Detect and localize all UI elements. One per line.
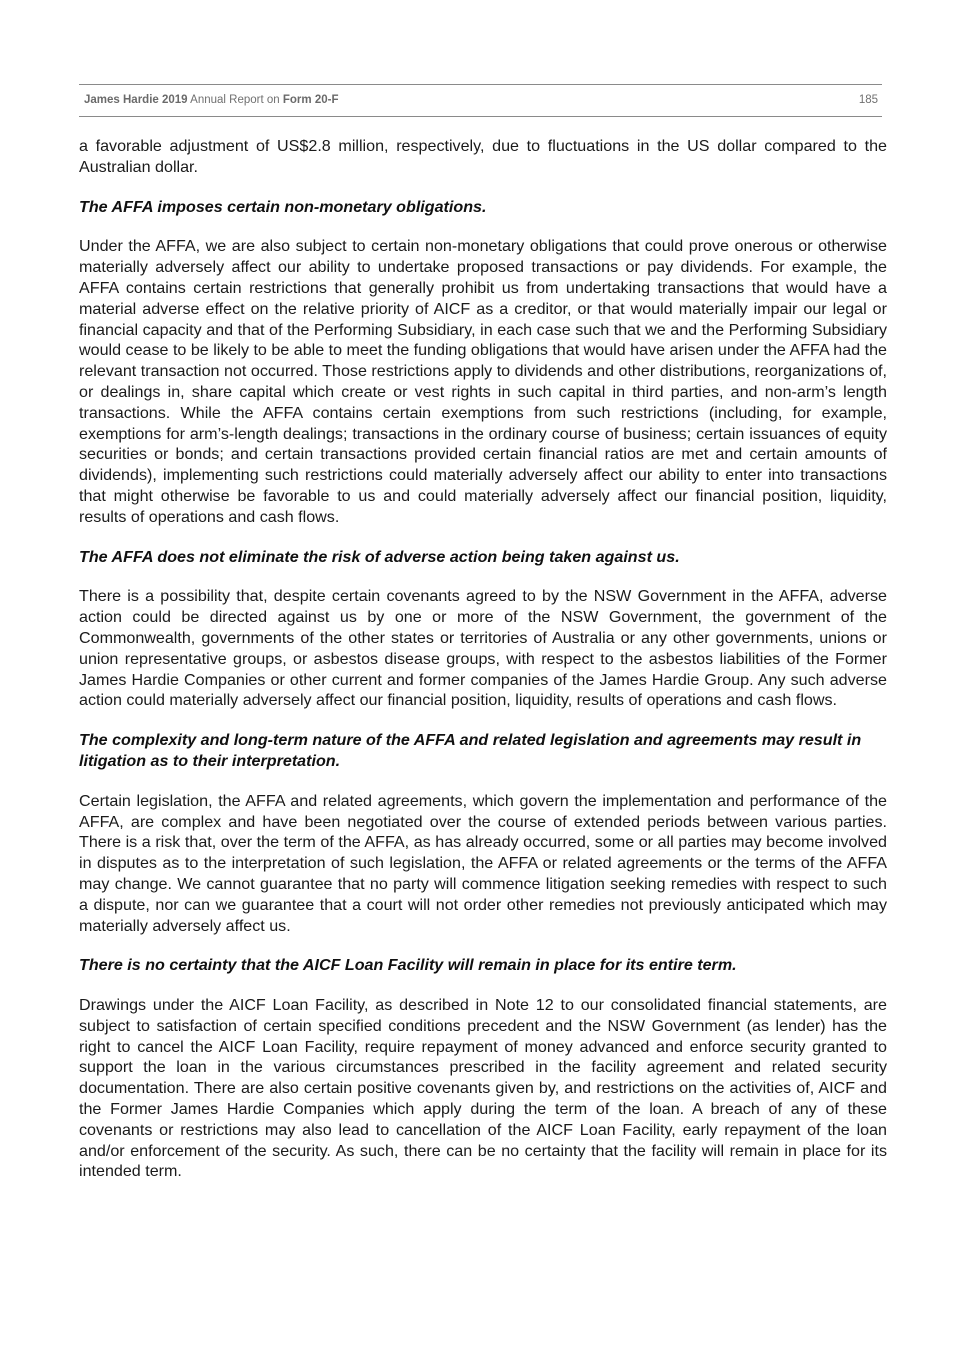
paragraph-continuation: a favorable adjustment of US$2.8 million, respectively, due to fluctuations in the US dollar compared to the Australian dollar. <box>79 137 887 176</box>
paragraph-adverse-action: There is a possibility that, despite certain covenants agreed to by the NSW Government in the AFFA, adverse action could be directed against us by one or more of the NSW Government, the government of the Commonwealth, governments of the other states or territories of Australia or any other governments, unions or union representative groups, or asbestos disease groups, with respect to the asbestos liabilities of the Former James Hardie Companies or other current and former companies of the James Hardie Group. Any such adverse action could materially adversely affect our financial position, liquidity, results of operations and cash flows. <box>79 587 887 710</box>
section-heading-non-monetary-obligations: The AFFA imposes certain non-monetary obligations. <box>79 197 487 216</box>
header-form: Form 20-F <box>282 94 339 106</box>
section-heading-loan-facility: There is no certainty that the AICF Loan Facility will remain in place for its entire term. <box>79 956 737 975</box>
section-heading-litigation: The complexity and long-term nature of the AFFA and related legislation and agreements may result in litigation as to their interpretation. <box>79 731 862 770</box>
document-body <box>79 136 887 1201</box>
paragraph-loan-facility: Drawings under the AICF Loan Facility, as described in Note 12 to our consolidated financial statements, are subject to satisfaction of certain specified conditions precedent and the NSW Government (as lender) has the right to cancel the AICF Loan Facility, require repayment of money advanced and enforce security granted to support the loan in the various circumstances prescribed in the facility agreement and related security documentation. There are also certain positive covenants given by, and restrictions on the activities of, AICF and the Former James Hardie Companies which apply during the term of the loan. A breach of any of these covenants or restrictions may also lead to cancellation of the AICF Loan Facility, early repayment of the loan and/or enforcement of the security. As such, there can be no certainty that the facility will remain in place for its intended term. <box>79 996 887 1181</box>
page-number: 185 <box>858 94 878 106</box>
header-middle: Annual Report on <box>190 94 280 106</box>
header-company: James Hardie <box>84 94 159 106</box>
paragraph-litigation: Certain legislation, the AFFA and related agreements, which govern the implementation and performance of the AFFA, are complex and have been negotiated over the course of extended periods between various parties. There is a risk that, over the term of the AFFA, as has already occurred, some or all parties may become involved in disputes as to the interpretation of such legislation, the AFFA or related agreements or the terms of the AFFA may change. We cannot guarantee that no party will commence litigation seeking remedies with respect to such a dispute, nor can we guarantee that a court will not order other remedies not previously anticipated which may materially adversely affect us. <box>79 791 887 935</box>
paragraph-non-monetary-obligations: Under the AFFA, we are also subject to certain non-monetary obligations that could prove onerous or otherwise materially adversely affect our ability to undertake proposed transactions or pay dividends. For example, the AFFA contains certain restrictions that generally prohibit us from undertaking transactions that would have a material adverse effect on the relative priority of AICF as a creditor, or that would materially impair our legal or financial capacity and that of the Performing Subsidiary, in each case such that we and the Performing Subsidiary would cease to be likely to be able to meet the funding obligations that would have arisen under the AFFA had the relevant transaction not occurred. Those restrictions apply to dividends and other distributions, reorganizations of, or dealings in, share capital which create or vest rights in such capital in third parties, and non-arm’s length transactions. While the AFFA contains certain exemptions from such restrictions (including, for example, exemptions for arm’s-length dealings; transactions in the ordinary course of business; certain issuances of equity securities or bonds; and certain transactions provided certain financial ratios are met and certain amounts of dividends), implementing such restrictions could materially adversely affect our ability to enter into transactions that might otherwise be favorable to us and could materially adversely affect our financial position, liquidity, results of operations and cash flows. <box>79 237 887 526</box>
header-title <box>84 94 338 106</box>
section-heading-adverse-action: The AFFA does not eliminate the risk of adverse action being taken against us. <box>79 547 680 566</box>
header-year: 2019 <box>162 94 188 106</box>
running-header <box>79 84 882 117</box>
